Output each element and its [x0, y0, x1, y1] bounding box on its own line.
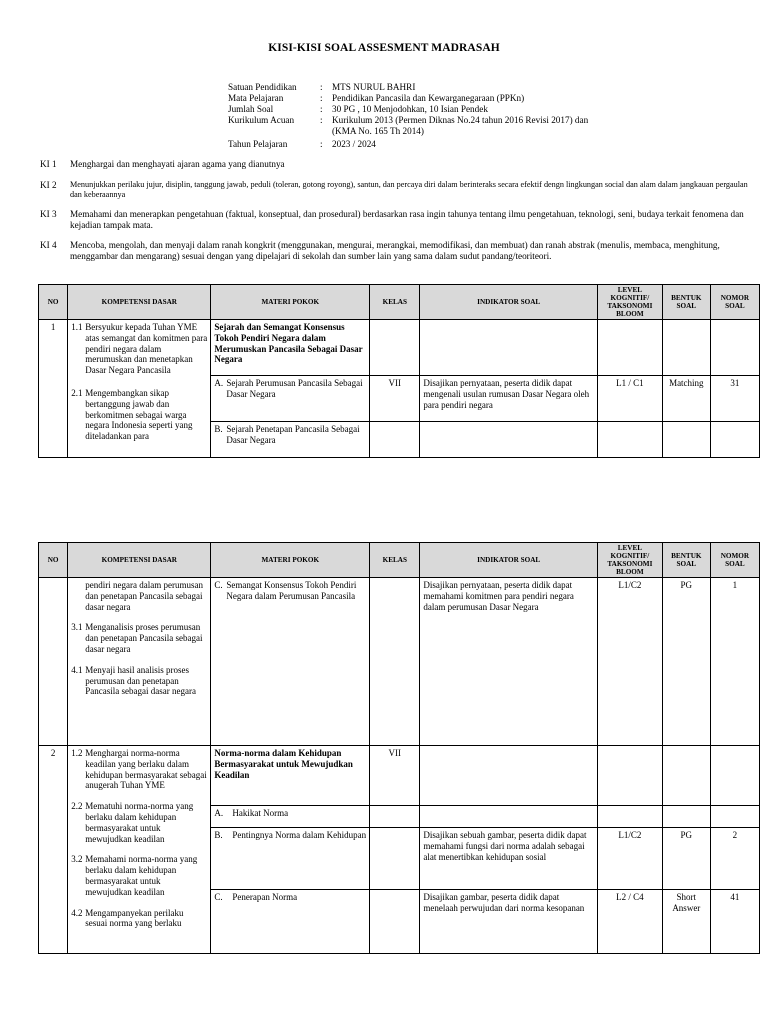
level-cell: [598, 806, 663, 828]
info-value: 30 PG , 10 Menjodohkan, 10 Isian Pendek: [332, 104, 488, 114]
kd-cell: [68, 578, 211, 746]
mp-cell: C. Penerapan Norma: [211, 890, 370, 954]
header-indikator: INDIKATOR SOAL: [420, 543, 598, 578]
table-header-row: [39, 285, 760, 320]
info-label: Tahun Pelajaran: [228, 139, 288, 149]
ki-1: [40, 159, 756, 170]
header-kd: KOMPETENSI DASAR: [68, 543, 211, 578]
table-row: [39, 578, 760, 746]
header-no: NO: [39, 285, 68, 320]
mp-cell: A. Hakikat Norma: [211, 806, 370, 828]
info-label: Mata Pelajaran: [228, 93, 284, 103]
ki-text: Menunjukkan perilaku jujur, disiplin, tanggung jawab, peduli (toleran, gotong royong), santun, dan percaya diri dalam berinteraks secara efektif dengn lingkungan social dan alam dalam jangkauan pergaulan dan keberaannya: [70, 180, 748, 199]
kelas-cell: [370, 578, 420, 746]
row-no: 2: [39, 746, 68, 954]
info-row-mapel: Mata Pelajaran : Pendidikan Pancasila dan Kewarganegaraan (PPKn): [228, 93, 632, 104]
ki-2: [40, 180, 756, 200]
header-nomor: NOMOR SOAL: [710, 285, 759, 320]
bentuk-cell: [662, 422, 710, 458]
nomor-cell: [710, 806, 759, 828]
header-level: LEVEL KOGNITIF/ TAKSONOMI BLOOM: [598, 285, 663, 320]
info-label: Jumlah Soal: [228, 104, 274, 114]
kd-item: 1.2 Menghargai norma-norma keadilan yang berlaku dalam kehidupan bermasyarakat sebagai anugerah Tuhan YME: [71, 748, 207, 791]
mp-heading: Sejarah dan Semangat Konsensus Tokoh Pendiri Negara dalam Merumuskan Pancasila Sebagai Dasar Negara: [211, 320, 370, 376]
info-label: Kurikulum Acuan: [228, 115, 295, 125]
level-cell: L1/C2: [598, 578, 663, 746]
kisi-table-1: [38, 284, 760, 458]
row-no: 1: [39, 320, 68, 458]
kisi-table-2: [38, 542, 760, 954]
ki-code: KI 4: [40, 240, 57, 250]
info-value: MTS NURUL BAHRI: [332, 82, 416, 92]
ki-4: [40, 240, 756, 262]
indikator-cell: Disajikan pernyataan, peserta didik dapat memahami komitmen para pendiri negara dalam perumusan Dasar Negara: [420, 578, 598, 746]
mp-heading: Norma-norma dalam Kehidupan Bermasyarakat untuk Mewujudkan Keadilan: [211, 746, 370, 806]
indikator-cell: Disajikan pernyataan, peserta didik dapat mengenali usulan rumusan Dasar Negara oleh para pendiri negara: [420, 376, 598, 422]
ki-3: [40, 209, 756, 231]
indikator-cell: [420, 422, 598, 458]
info-value: (KMA No. 165 Th 2014): [332, 126, 424, 136]
info-row-satuan: Satuan Pendidikan : MTS NURUL BAHRI: [228, 82, 632, 93]
level-cell: L2 / C4: [598, 890, 663, 954]
header-nomor: NOMOR SOAL: [710, 543, 759, 578]
header-kelas: KELAS: [370, 285, 420, 320]
header-no: NO: [39, 543, 68, 578]
bentuk-cell: Matching: [662, 376, 710, 422]
level-cell: L1/C2: [598, 828, 663, 890]
kelas-cell: [370, 422, 420, 458]
kd-item: 1.1 Bersyukur kepada Tuhan YME atas semangat dan komitmen para pendiri negara dalam merumuskan dan menetapkan Dasar Negara Pancasila: [71, 322, 208, 376]
bentuk-cell: [662, 806, 710, 828]
mp-cell: B. Pentingnya Norma dalam Kehidupan: [211, 828, 370, 890]
kd-item: 4.2 Mengampanyekan perilaku sesuai norma yang berlaku: [71, 907, 184, 929]
bentuk-cell: Short Answer: [662, 890, 710, 954]
nomor-cell: [710, 422, 759, 458]
kelas-cell: VII: [370, 746, 420, 806]
kelas-cell: [370, 806, 420, 828]
document-title: KISI-KISI SOAL ASSESMENT MADRASAH: [268, 42, 500, 54]
level-cell: L1 / C1: [598, 376, 663, 422]
header-bentuk: BENTUK SOAL: [662, 543, 710, 578]
ki-code: KI 3: [40, 209, 57, 219]
info-label: Satuan Pendidikan: [228, 82, 297, 92]
info-row-jumlah: Jumlah Soal : 30 PG , 10 Menjodohkan, 10 Isian Pendek: [228, 104, 632, 115]
kd-cell: [68, 746, 211, 954]
header-level: LEVEL KOGNITIF/ TAKSONOMI BLOOM: [598, 543, 663, 578]
nomor-cell: 41: [710, 890, 759, 954]
nomor-cell: 1: [710, 578, 759, 746]
bentuk-cell: PG: [662, 828, 710, 890]
header-mp: MATERI POKOK: [211, 285, 370, 320]
header-bentuk: BENTUK SOAL: [662, 285, 710, 320]
mp-cell: C. Semangat Konsensus Tokoh Pendiri Negara dalam Perumusan Pancasila: [211, 578, 370, 746]
nomor-cell: 2: [710, 828, 759, 890]
indikator-cell: Disajikan gambar, peserta didik dapat menelaah perwujudan dari norma kesopanan: [420, 890, 598, 954]
mp-cell: A. Sejarah Perumusan Pancasila Sebagai Dasar Negara: [211, 376, 370, 422]
info-value: Kurikulum 2013 (Permen Diknas No.24 tahun 2016 Revisi 2017) dan: [332, 115, 589, 125]
ki-text: Mencoba, mengolah, dan menyaji dalam ranah kongkrit (menggunakan, mengurai, merangkai, memodifikasi, dan membuat) dan ranah abstrak (menulis, membaca, menghitung, menggambar dan mengarang) sesuai dengan yang dipelajari di sekolah dan sumber lain yang sama dalam sudut pandang/teoriteori.: [70, 240, 720, 261]
kd-item: pendiri negara dalam perumusan dan penetapan Pancasila sebagai dasar negara: [85, 580, 203, 612]
kd-item: 3.1 Menganalisis proses perumusan dan penetapan Pancasila sebagai dasar negara: [71, 622, 203, 654]
ki-code: KI 1: [40, 159, 57, 169]
info-row-tahun: Tahun Pelajaran : 2023 / 2024: [228, 139, 632, 150]
info-block: [228, 82, 632, 150]
header-mp: MATERI POKOK: [211, 543, 370, 578]
bentuk-cell: PG: [662, 578, 710, 746]
indikator-cell: [420, 806, 598, 828]
kd-item: 2.2 Mematuhi norma-norma yang berlaku dalam kehidupan bermasyarakat untuk mewujudkan keadilan: [71, 801, 194, 844]
kelas-cell: VII: [370, 376, 420, 422]
kelas-cell: [370, 828, 420, 890]
level-cell: [598, 422, 663, 458]
mp-cell: B. Sejarah Penetapan Pancasila Sebagai Dasar Negara: [211, 422, 370, 458]
header-indikator: INDIKATOR SOAL: [420, 285, 598, 320]
ki-text: Menghargai dan menghayati ajaran agama yang dianutnya: [70, 159, 285, 169]
nomor-cell: 31: [710, 376, 759, 422]
info-value: Pendidikan Pancasila dan Kewarganegaraan (PPKn): [332, 93, 525, 103]
header-kelas: KELAS: [370, 543, 420, 578]
header-kd: KOMPETENSI DASAR: [68, 285, 211, 320]
kelas-cell: [370, 890, 420, 954]
ki-text: Memahami dan menerapkan pengetahuan (faktual, konseptual, dan prosedural) berdasarkan rasa ingin tahunya tentang ilmu pengetahuan, teknologi, seni, budaya terkait fenomena dan kejadian tampak mata.: [70, 209, 744, 230]
info-value: 2023 / 2024: [332, 139, 376, 149]
indikator-cell: Disajikan sebuah gambar, peserta didik dapat memahami fungsi dari norma adalah sebagai alat menertibkan kehidupan sosial: [420, 828, 598, 890]
kd-cell: [68, 320, 211, 458]
ki-code: KI 2: [40, 180, 57, 190]
kd-item: 2.1 Mengembangkan sikap bertanggung jawab dan berkomitmen sebagai warga negara Indonesia seperti yang diteladankan para: [71, 387, 193, 442]
info-row-kurikulum: Kurikulum Acuan : Kurikulum 2013 (Permen Diknas No.24 tahun 2016 Revisi 2017) dan (KMA No. 165 Th 2014): [228, 115, 632, 137]
table-row: [39, 746, 760, 806]
table-header-row: [39, 543, 760, 578]
kd-item: 3.2 Memahami norma-norma yang berlaku dalam kehidupan bermasyarakat untuk mewujudkan keadilan: [71, 854, 198, 897]
kd-item: 4.1 Menyaji hasil analisis proses perumusan dan penetapan Pancasila sebagai dasar negara: [71, 664, 196, 697]
table-row: [39, 320, 760, 376]
